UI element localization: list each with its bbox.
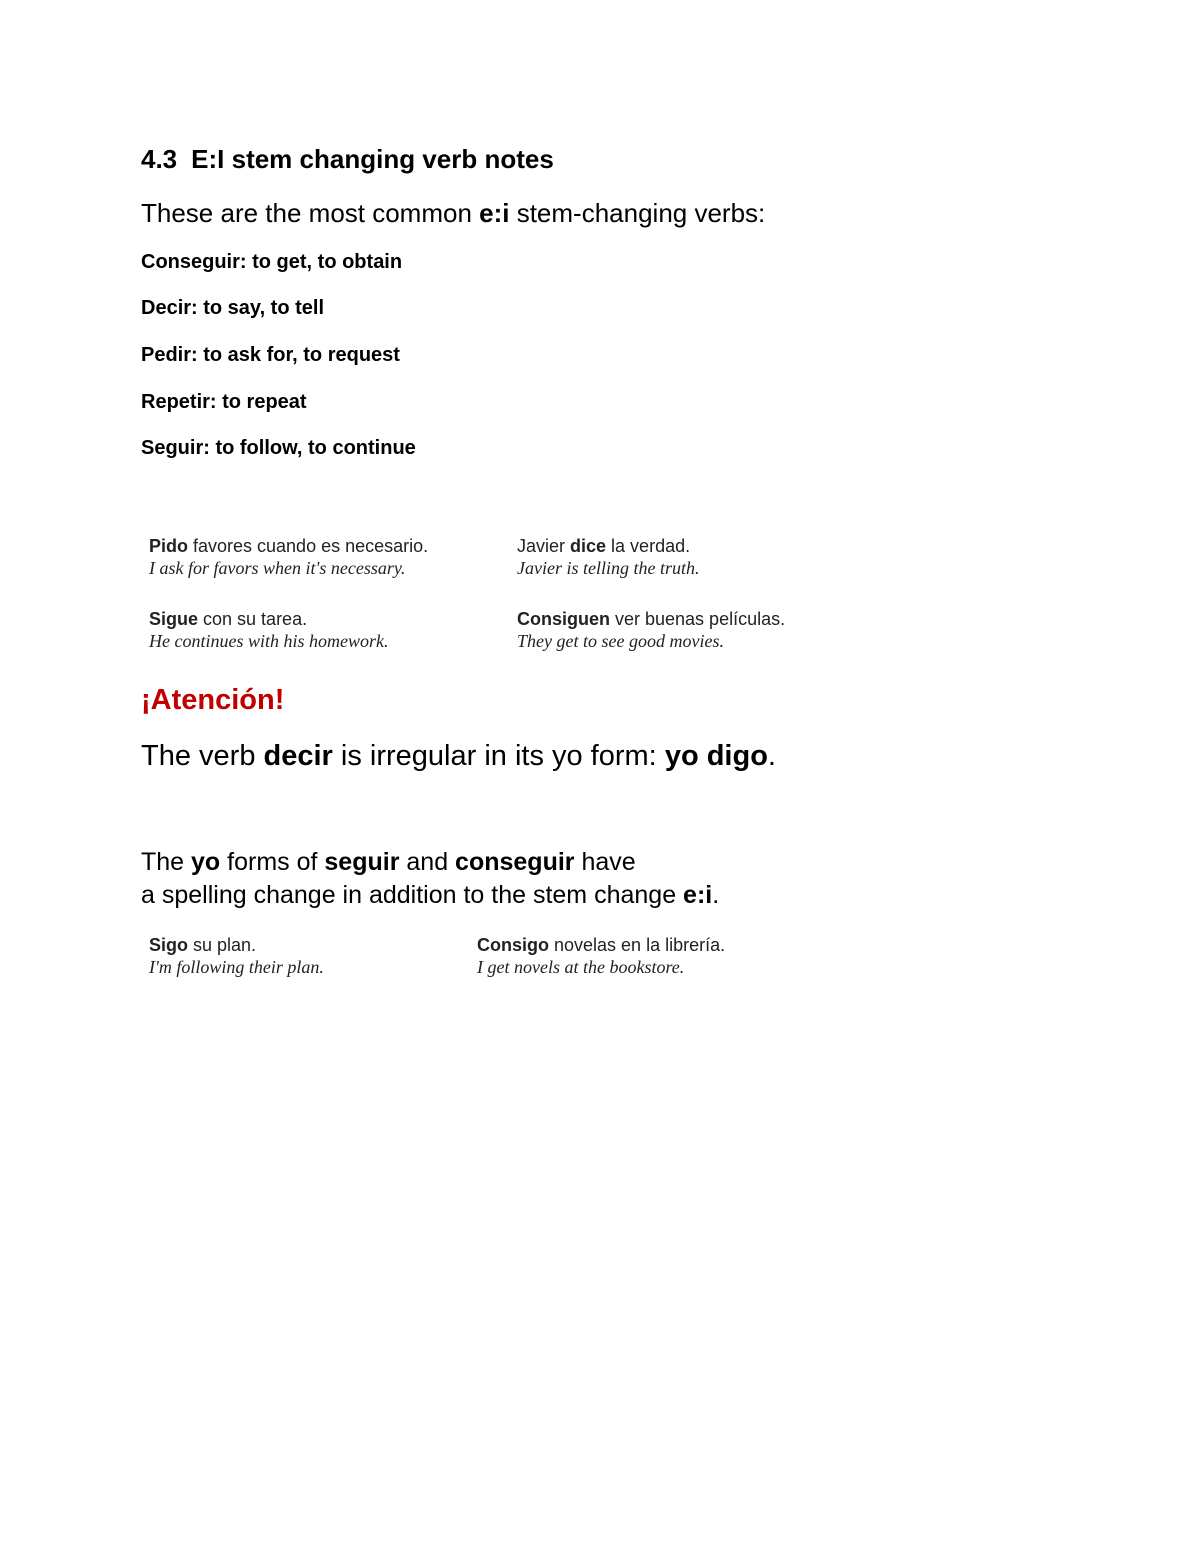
example-bold: Sigo xyxy=(149,935,188,955)
note-bold: conseguir xyxy=(455,848,575,876)
note-bold: seguir xyxy=(324,848,400,876)
intro-bold: e:i xyxy=(479,198,510,228)
example-spanish xyxy=(517,535,699,557)
example-bold: Consigo xyxy=(477,935,549,955)
intro-text-a: These are the most common xyxy=(141,198,480,228)
verb-item: Repetir: to repeat xyxy=(141,391,307,413)
example-english: I get novels at the bookstore. xyxy=(477,957,685,977)
page-title xyxy=(141,144,554,175)
note-text: The xyxy=(141,848,192,876)
example-item xyxy=(517,535,699,579)
spelling-note-line xyxy=(141,879,719,912)
note-text: is irregular in its yo form: xyxy=(332,740,665,772)
example-english: I ask for favors when it's necessary. xyxy=(149,558,406,578)
example-spanish xyxy=(477,934,725,956)
note-text: . xyxy=(767,740,776,772)
verb-item: Pedir: to ask for, to request xyxy=(141,344,400,366)
note-bold: e:i xyxy=(683,881,713,909)
example-bold: Pido xyxy=(149,536,188,556)
example-rest: ver buenas películas. xyxy=(610,609,786,629)
section-title: E:I stem changing verb notes xyxy=(191,144,554,174)
note-text: forms of xyxy=(220,848,325,876)
verb-item: Seguir: to follow, to continue xyxy=(141,437,416,459)
example-lead: Javier xyxy=(517,536,571,556)
example-english: I'm following their plan. xyxy=(149,957,324,977)
spelling-note xyxy=(141,846,719,912)
example-item xyxy=(149,535,428,579)
example-bold: Sigue xyxy=(149,609,199,629)
note-text: and xyxy=(399,848,456,876)
example-rest: la verdad. xyxy=(606,536,691,556)
intro-text-b: stem-changing verbs: xyxy=(509,198,766,228)
example-spanish xyxy=(149,934,324,956)
note-bold: yo digo xyxy=(664,740,768,772)
example-spanish xyxy=(149,535,428,557)
note-text: The verb xyxy=(141,740,264,772)
example-english: He continues with his homework. xyxy=(149,631,389,651)
example-bold: dice xyxy=(570,536,607,556)
note-bold: decir xyxy=(263,740,333,772)
example-item xyxy=(149,608,388,652)
example-rest: novelas en la librería. xyxy=(549,935,726,955)
example-english: They get to see good movies. xyxy=(517,631,724,651)
verb-item: Decir: to say, to tell xyxy=(141,297,325,319)
note-text: have xyxy=(574,848,636,876)
note-bold: yo xyxy=(191,848,221,876)
yo-example-item xyxy=(149,934,324,978)
example-english: Javier is telling the truth. xyxy=(517,558,700,578)
example-spanish xyxy=(517,608,785,630)
example-rest: con su tarea. xyxy=(198,609,308,629)
note-text: a spelling change in addition to the stem change xyxy=(141,881,684,909)
example-item xyxy=(517,608,785,652)
example-rest: favores cuando es necesario. xyxy=(188,536,429,556)
example-spanish xyxy=(149,608,388,630)
intro-sentence xyxy=(141,198,765,229)
note-text: . xyxy=(712,881,720,909)
example-bold: Consiguen xyxy=(517,609,610,629)
section-number: 4.3 xyxy=(141,144,178,174)
verb-item: Conseguir: to get, to obtain xyxy=(141,251,403,273)
yo-example-item xyxy=(477,934,725,978)
example-rest: su plan. xyxy=(188,935,257,955)
attention-heading: ¡Atención! xyxy=(141,684,285,716)
spelling-note-line xyxy=(141,846,719,879)
decir-note xyxy=(141,740,776,773)
